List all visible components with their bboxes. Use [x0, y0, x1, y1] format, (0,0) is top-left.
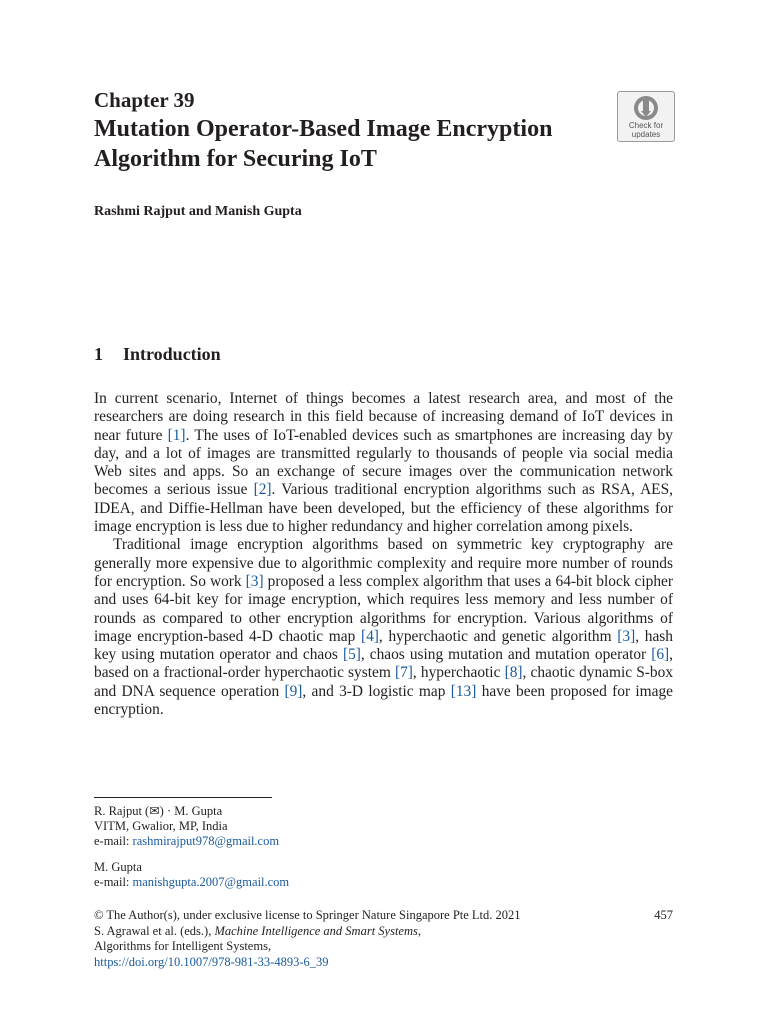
copyright-block — [94, 908, 673, 970]
section-number: 1 — [94, 344, 103, 364]
author-list: Rashmi Rajput and Manish Gupta — [94, 204, 302, 219]
citation-link[interactable]: [13] — [450, 682, 477, 700]
footnote-divider — [94, 797, 272, 798]
email-line-1 — [94, 834, 279, 849]
second-author-name: M. Gupta — [94, 860, 142, 874]
doi-link[interactable]: https://doi.org/10.1007/978-981-33-4893-6_39 — [94, 954, 329, 969]
text-run: , chaotic dynamic S-box and DNA sequence operation — [94, 664, 674, 700]
copyright-row — [94, 908, 673, 924]
check-for-updates-badge[interactable] — [617, 91, 675, 142]
text-run: , based on a fractional-order hyperchaotic system — [94, 646, 673, 682]
text-run: , hyperchaotic — [412, 664, 505, 682]
book-title: Machine Intelligence and Smart Systems — [214, 923, 418, 938]
citation-link[interactable]: [3] — [617, 627, 636, 645]
paragraph-2 — [94, 536, 673, 719]
section-title: Introduction — [123, 344, 221, 364]
citation-link[interactable]: [4] — [360, 627, 379, 645]
citation-line — [94, 924, 673, 940]
chapter-label: Chapter 39 — [94, 88, 195, 112]
editors: S. Agrawal et al. (eds.), — [94, 923, 215, 938]
citation-link[interactable]: [9] — [284, 682, 303, 700]
email-line-2 — [94, 875, 289, 890]
citation-link[interactable]: [5] — [342, 646, 361, 664]
text-run: , chaos using mutation and mutation operator — [360, 646, 652, 664]
check-for-updates-icon — [633, 95, 659, 121]
email-label: e-mail: — [94, 834, 133, 848]
paragraph-1 — [94, 390, 673, 536]
series-line: Algorithms for Intelligent Systems, — [94, 939, 272, 953]
text-run: . The uses of IoT-enabled devices such as smartphones are increasing day by day, and a lot of images are transmitted regularly to thousands of people via social media Web sites and apps. So an exchange of secure images over the communication network becomes a serious issue — [94, 426, 673, 499]
text-run: . Various traditional encryption algorithms such as RSA, AES, IDEA, and Diffie-Hellman have been developed, but the efficiency of these algorithms for image encryption is less due to higher redundancy and higher correlation among pixels. — [94, 481, 673, 536]
second-author-footnote — [94, 860, 289, 890]
email-link-rajput[interactable]: rashmirajput978@gmail.com — [132, 834, 280, 848]
text-run: , and 3-D logistic map — [302, 682, 451, 700]
affiliation-names: R. Rajput (✉) · M. Gupta — [94, 804, 223, 818]
citation-link[interactable]: [7] — [394, 664, 413, 682]
text-run: Traditional image encryption algorithms based on symmetric key cryptography are generally more expensive due to algorithmic complexity and require more number of rounds for encryption. So work — [94, 536, 673, 590]
page-number: 457 — [654, 908, 673, 922]
comma: , — [417, 923, 421, 938]
section-heading — [94, 344, 221, 365]
affiliation-place: VITM, Gwalior, MP, India — [94, 819, 228, 833]
author-affiliation-footnote — [94, 804, 279, 849]
text-run: In current scenario, Internet of things becomes a latest research area, and most of the researchers are doing research in this field because of increasing demand of IoT devices in near future — [94, 390, 673, 444]
citation-link[interactable]: [3] — [245, 572, 264, 590]
body-text — [94, 390, 673, 719]
email-label: e-mail: — [94, 875, 133, 889]
citation-link[interactable]: [6] — [651, 646, 670, 664]
text-run: proposed a less complex algorithm that uses a 64-bit block cipher and uses 64-bit key for image encryption, which requires less memory and less number of rounds as compared to other encryption algorithms for encryption. Various algorithms of image encryption-based 4-D chaotic map — [94, 572, 673, 645]
citation-link[interactable]: [1] — [167, 426, 186, 444]
text-run: , hash key using mutation operator and chaos — [94, 627, 673, 664]
text-run: , hyperchaotic and genetic algorithm — [378, 627, 618, 645]
badge-line1: Check for — [628, 121, 664, 130]
email-link-gupta[interactable]: manishgupta.2007@gmail.com — [132, 875, 290, 889]
citation-link[interactable]: [2] — [253, 481, 272, 499]
chapter-title: Mutation Operator-Based Image Encryption Algorithm for Securing IoT — [94, 116, 553, 172]
badge-line2: updates — [631, 130, 661, 139]
text-run: have been proposed for image encryption. — [94, 682, 673, 719]
citation-link[interactable]: [8] — [504, 664, 523, 682]
copyright-line: © The Author(s), under exclusive license to Springer Nature Singapore Pte Ltd. 2021 — [94, 908, 521, 922]
